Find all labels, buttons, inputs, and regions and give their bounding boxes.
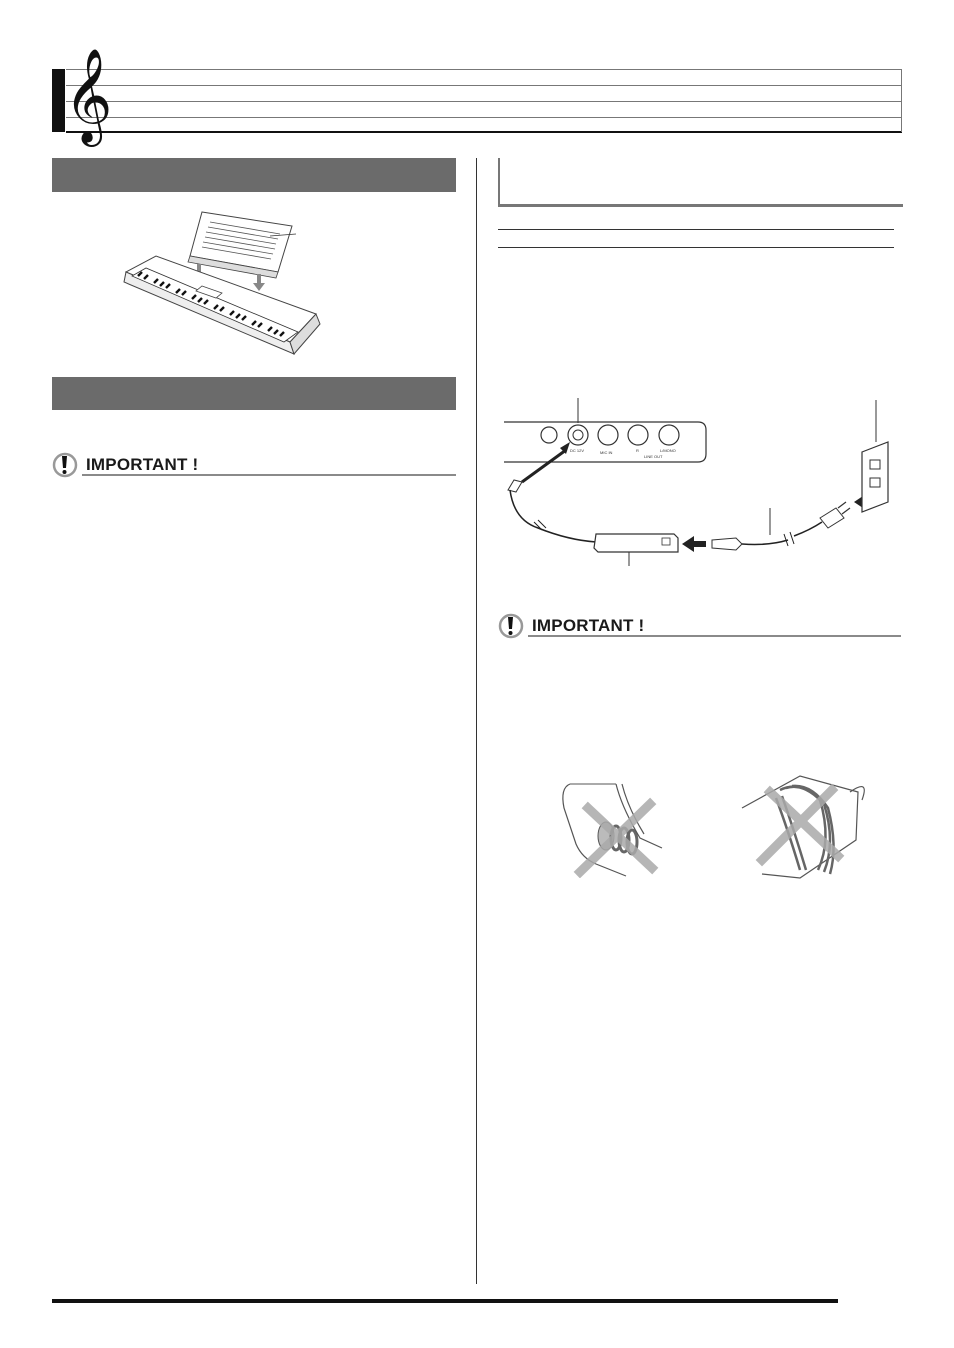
panel-label-l-mono: L/MONO	[660, 448, 676, 453]
column-divider	[476, 158, 477, 1284]
subheading-rule	[498, 247, 894, 248]
panel-label-r: R	[636, 448, 639, 453]
staff-line	[66, 85, 902, 86]
staff-line	[66, 101, 902, 102]
staff-line	[66, 131, 902, 133]
important-label: IMPORTANT !	[532, 616, 645, 635]
treble-clef-icon: 𝄞	[64, 48, 113, 143]
footer-rule	[52, 1299, 838, 1303]
important-notice-heading	[498, 613, 901, 639]
staff-line	[66, 69, 902, 70]
section-heading-bar	[52, 377, 456, 410]
cord-misuse-illustration	[740, 770, 870, 882]
cord-misuse-illustration	[556, 778, 666, 878]
important-icon	[52, 452, 78, 478]
panel-label-line-out: LINE OUT	[644, 454, 663, 459]
important-label: IMPORTANT !	[86, 455, 199, 474]
important-rule	[528, 635, 901, 637]
panel-label-dc-jack: DC 12V	[570, 448, 585, 453]
section-heading-bar	[52, 158, 456, 192]
ac-adaptor-illustration	[498, 390, 902, 580]
subheading-rule	[498, 229, 894, 230]
important-icon	[498, 613, 524, 639]
important-notice-heading	[52, 452, 456, 478]
staff-line	[66, 117, 902, 118]
staff-right-edge	[901, 69, 902, 132]
section-heading-box	[498, 158, 903, 207]
keyboard-illustration	[118, 206, 330, 362]
important-rule	[82, 474, 456, 476]
panel-label-mic-in: MIC IN	[600, 450, 613, 455]
